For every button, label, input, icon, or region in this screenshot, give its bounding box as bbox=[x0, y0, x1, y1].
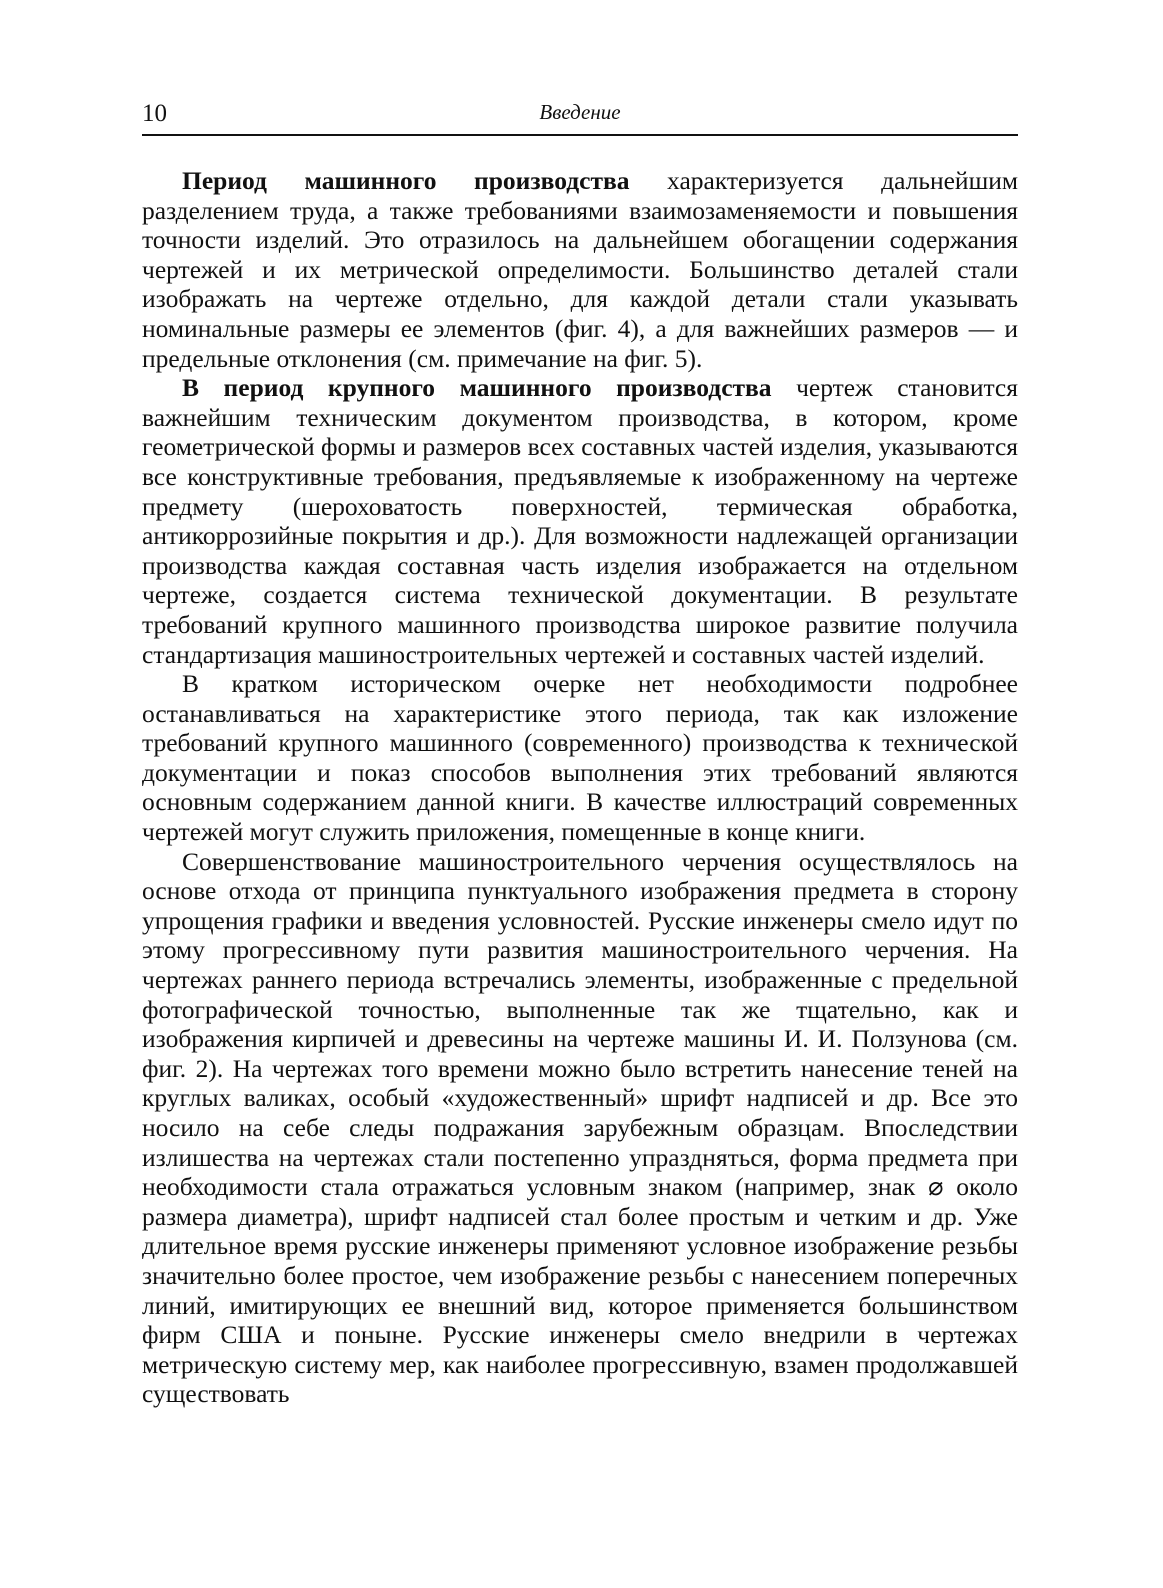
book-page bbox=[142, 92, 1018, 1409]
paragraph-text: Совершенствование машиностроительного черчения осуществлялось на основе отхода от принципа пунктуального изображения предмета в сторону упрощения графики и введения условностей. Русские инженеры смело идут по этому прогрессивному пути развития машиностроительного черчения. На чертежах раннего периода встречались элементы, изображенные с предельной фотографической точностью, выполненные так же тщательно, как и изображения кирпичей и древесины на чертеже машины И. И. Ползунова (см. фиг. 2). На чертежах того времени можно было встретить нанесение теней на круглых валиках, особый «художественный» шрифт надписей и др. Все это носило на себе следы подражания зарубежным образцам. Впоследствии излишества на чертежах стали постепенно упраздняться, форма предмета при необходимости стала отражаться условным знаком (например, знак ⌀ около размера диаметра), шрифт надписей стал более простым и четким и др. Уже длительное время русские инженеры применяют условное изображение резьбы значительно более простое, чем изображение резьбы с нанесением поперечных линий, имитирующих ее внешний вид, которое применяется большинством фирм США и поныне. Русские инженеры смело внедрили в чертежах метрическую систему мер, как наиболее прогрессивную, взамен продолжавшей существовать bbox=[142, 846, 1018, 1409]
paragraph bbox=[142, 847, 1018, 1409]
paragraph bbox=[142, 669, 1018, 847]
page-header bbox=[142, 92, 1018, 136]
paragraph-text: В кратком историческом очерке нет необходимости подробнее останавливаться на характеристике этого периода, так как изложение требований крупного машинного (современного) производства к технической документации и показ способов выполнения этих требований являются основным содержанием данной книги. В качестве иллюстраций современных чертежей могут служить приложения, помещенные в конце книги. bbox=[142, 669, 1018, 847]
paragraph-text: характеризуется дальнейшим разделением труда, а также требованиями взаимозаменяемости и повышения точности изделий. Это отразилось на дальнейшем обогащении содержания чертежей и их метрической определимости. Большинство деталей стали изображать на чертеже отдельно, для каждой детали стали указывать номинальные размеры ее элементов (фиг. 4), а для важнейших размеров — и предельные отклонения (см. примечание на фиг. 5). bbox=[142, 166, 1018, 373]
paragraph-text: чертеж становится важнейшим техническим документом производства, в котором, кроме геометрической формы и размеров всех составных частей изделия, указываются все конструктивные требования, предъявляемые к изображенному на чертеже предмету (шероховатость поверхностей, термическая обработка, антикоррозийные покрытия и др.). Для возможности надлежащей организации производства каждая составная часть изделия изображается на отдельном чертеже, создается система технической документации. В результате требований крупного машинного производства широкое развитие получила стандартизация машиностроительных чертежей и составных частей изделий. bbox=[142, 373, 1018, 669]
paragraph bbox=[142, 373, 1018, 669]
body-text bbox=[142, 166, 1018, 1409]
page-number: 10 bbox=[142, 100, 167, 127]
paragraph-lead: В период крупного машинного производства bbox=[182, 373, 772, 403]
paragraph-lead: Период машинного производства bbox=[182, 166, 630, 195]
paragraph bbox=[142, 166, 1018, 373]
running-title: Введение bbox=[539, 100, 621, 124]
